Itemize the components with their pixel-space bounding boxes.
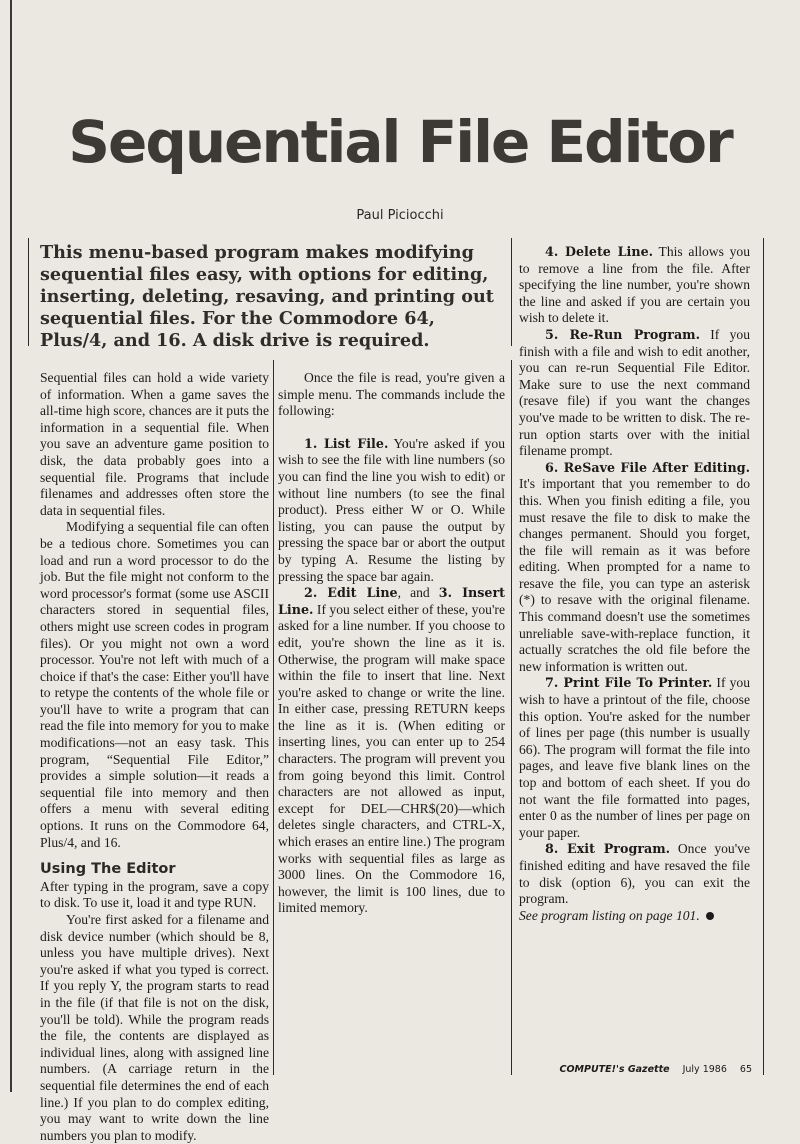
menu-item-8-text: Once you've finished editing and have resaved the file to disk (option 6), you can exit the program. xyxy=(519,841,750,907)
intro-deck: This menu-based program makes modifying sequential files easy, with options for editing, inserting, deleting, resaving, and printing out sequential files. For the Commodore 64, Plus/4, and 16. A disk drive is required. xyxy=(40,242,494,351)
menu-item-2-3 xyxy=(278,585,505,917)
menu-item-7 xyxy=(519,675,750,841)
menu-item-7-label: 7. Print File To Printer. xyxy=(545,675,713,691)
menu-item-8-label: 8. Exit Program. xyxy=(545,841,671,857)
menu-item-8 xyxy=(519,841,750,907)
body-column-3 xyxy=(519,244,750,924)
menu-item-5 xyxy=(519,327,750,460)
menu-item-4 xyxy=(519,244,750,327)
column-divider-left xyxy=(273,360,274,1075)
section-heading: Using The Editor xyxy=(40,861,176,878)
menu-item-1-text: You're asked if you wish to see the file with line numbers (so you can find the line you wish to edit) or without line numbers (to see the final product). Press either W or O. While listing, you can pause the output by pressing the space bar or abort the output by typing A. Resume the listing by pressing the space bar again. xyxy=(278,435,505,584)
menu-item-2-3-text: If you select either of these, you're asked for a line number. If you choose to edit, you're shown the line as it is. Otherwise, the program will make space within the file to insert that line. Next you're asked to change or write the line. In either case, pressing RETURN keeps the line as it is. (When editing or inserting lines, you can enter up to 254 characters. The program will prevent you from going beyond this limit. Control characters are not allowed as input, except for DEL—CHR$(20)—which deletes single characters, and CTRL-X, which erases an entire line.) The program works with sequential files as large as 3000 lines. On the Commodore 16, however, the limit is 100 lines, due to limited memory. xyxy=(278,601,505,916)
listing-reference xyxy=(519,908,750,925)
intro-right-rule xyxy=(511,238,512,346)
article-title: Sequential File Editor xyxy=(68,108,732,176)
intro-left-rule xyxy=(28,238,29,346)
paragraph-5: Once the file is read, you're given a simple menu. The commands include the following: xyxy=(278,370,505,419)
menu-item-1-label: 1. List File. xyxy=(304,435,389,451)
column-divider-right xyxy=(511,360,512,1075)
listing-reference-text: See program listing on page 101. xyxy=(519,907,700,923)
menu-item-4-text: This allows you to remove a line from the file. After specifying the line number, you're shown the line and asked if you are certain you wish to delete it. xyxy=(519,244,750,326)
footer-publication: COMPUTE!'s Gazette xyxy=(559,1064,670,1075)
paragraph-1: Sequential files can hold a wide variety of information. When a game saves the all-time high score, chances are it puts the information in a sequential file. When you save an adventure game position to disk, the data probably goes into a sequential file. Programs that include filenames and addresses often store the data in sequential files. xyxy=(40,370,269,518)
paragraph-3: After typing in the program, save a copy to disk. To use it, load it and type RUN. xyxy=(40,878,269,911)
menu-item-5-label: 5. Re-Run Program. xyxy=(545,326,701,342)
menu-item-2-label: 2. Edit Line xyxy=(304,585,398,601)
menu-item-4-label: 4. Delete Line. xyxy=(545,244,654,259)
menu-item-5-text: If you finish with a file and wish to edit another, you can re-run Sequential File Editor. Make sure to use the next command (resave file) if you want the changes you've made to be written to disk. The re-run option starts over with the initial filename prompt. xyxy=(519,326,750,459)
author-byline: Paul Piciocchi xyxy=(356,208,444,223)
paragraph-2: Modifying a sequential file can often be a tedious chore. Sometimes you can load and run a word processor to do the job. But the file might not conform to the word processor's format (some use ASCII characters stored in sequential files, others might use screen codes in program files). Or you might not own a word processor. You're not left with much of a choice if that's the case: Either you'll have to retype the contents of the whole file or you'll have to write a program that can read the file into memory for you to make modifications—not an easy task. This program, “Sequential File Editor,” provides a simple solution—it reads a sequential file into memory and then offers a menu with several editing options. It runs on the Commodore 64, Plus/4, and 16. xyxy=(40,519,269,850)
menu-item-3-label: 3. Insert Line. xyxy=(278,585,505,617)
body-column-1 xyxy=(40,370,269,1144)
end-mark-icon xyxy=(706,912,714,920)
footer-page-number: 65 xyxy=(739,1064,752,1075)
body-column-2 xyxy=(278,370,505,917)
menu-item-7-text: If you wish to have a printout of the file, choose this option. You're asked for the number of lines per page (this number is usually 66). The program will format the file into pages, and leave five blank lines on the top and bottom of each sheet. If you do not want the file formatted into pages, enter 0 as the number of lines per page on your paper. xyxy=(519,675,750,840)
page-footer xyxy=(550,1064,753,1075)
menu-item-6-text: It's important that you remember to do this. When you finish editing a file, you must resave the file to disk to make the changes permanent. Should you forget, the file will remain as it was before editing. When prompted for a name to resave the file, you can type an asterisk (*) to resave with the original filename. This command doesn't use the sometimes unreliable save-with-replace function, it actually scratches the old file before the new information is written out. xyxy=(519,476,750,674)
menu-item-6-label: 6. ReSave File After Editing. xyxy=(545,459,750,475)
menu-item-1 xyxy=(278,436,505,585)
footer-issue: July 1986 xyxy=(682,1064,727,1075)
right-margin-rule xyxy=(763,238,764,1075)
menu-item-6 xyxy=(519,460,750,676)
menu-item-2-connector: , and xyxy=(397,585,439,601)
paragraph-4: You're first asked for a filename and disk device number (which should be 8, unless you have multiple drives). Next you're asked if what you typed is correct. If you reply Y, the program starts to read in the file (if that file is not on the disk, you'll be told). While the program reads the file, the contents are displayed as individual lines, along with assigned line numbers. (A carriage return in the sequential file determines the end of each line.) If you plan to do complex editing, you may want to write down the line numbers you plan to modify. xyxy=(40,912,269,1143)
